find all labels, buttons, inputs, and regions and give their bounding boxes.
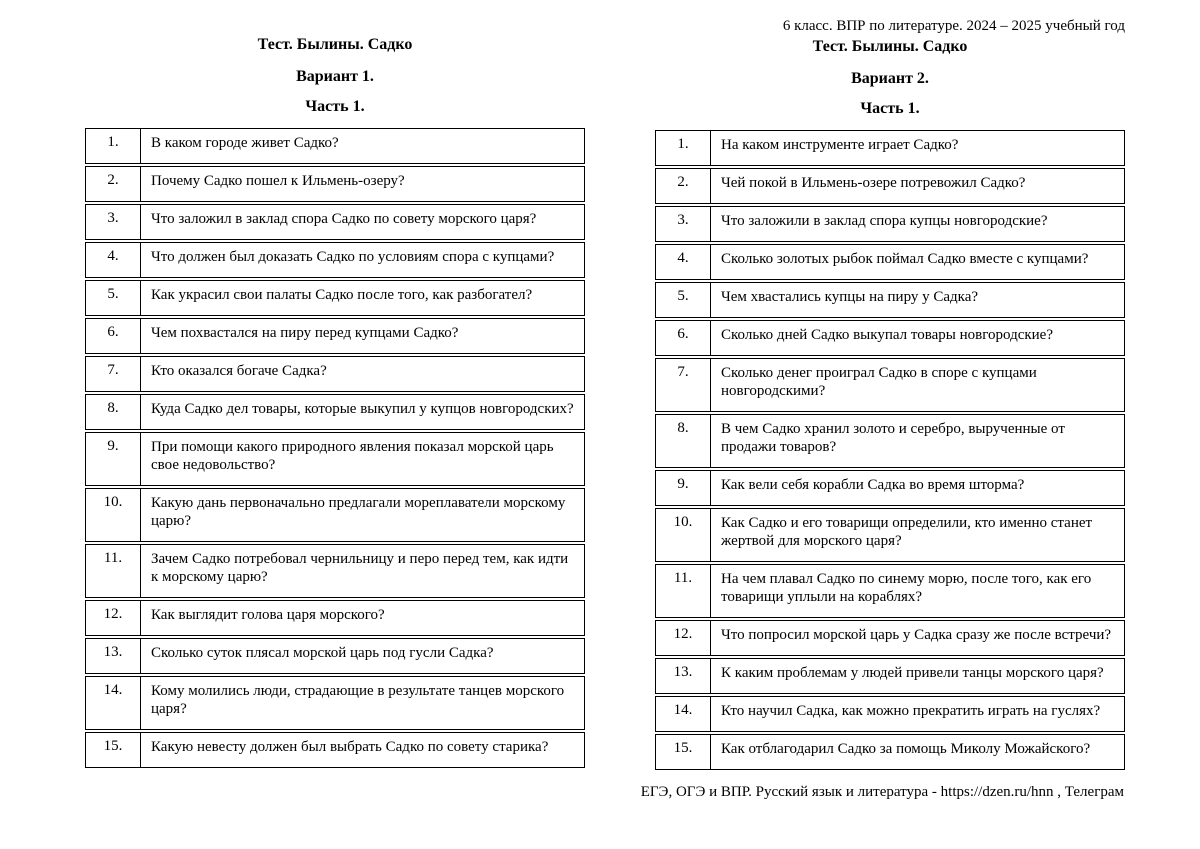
question-text: Сколько дней Садко выкупал товары новгородские?	[721, 327, 1053, 343]
question-text: При помощи какого природного явления показал морской царь свое недовольство?	[151, 439, 554, 473]
question-row	[655, 206, 1125, 242]
question-number: 2.	[86, 167, 141, 201]
question-number: 1.	[656, 131, 711, 165]
question-text: Сколько золотых рыбок поймал Садко вместе с купцами?	[721, 251, 1089, 267]
question-row	[655, 470, 1125, 506]
question-row	[655, 358, 1125, 412]
question-row	[85, 394, 585, 430]
question-text: Зачем Садко потребовал чернильницу и перо перед тем, как идти к морскому царю?	[151, 551, 569, 585]
question-row	[85, 432, 585, 486]
question-number: 10.	[86, 489, 141, 541]
question-text: Какую дань первоначально предлагали мореплаватели морскому царю?	[151, 495, 566, 529]
question-number: 10.	[656, 509, 711, 561]
question-row	[85, 600, 585, 636]
question-text: Как украсил свои палаты Садко после того, как разбогател?	[151, 287, 533, 303]
question-text: Как выглядит голова царя морского?	[151, 607, 385, 623]
question-text: Как Садко и его товарищи определили, кто именно станет жертвой для морского царя?	[721, 515, 1093, 549]
course-header: 6 класс. ВПР по литературе. 2024 – 2025 учебный год	[782, 18, 1125, 34]
question-text: К каким проблемам у людей привели танцы морского царя?	[721, 665, 1104, 681]
question-row	[655, 320, 1125, 356]
question-number: 8.	[656, 415, 711, 467]
question-number: 14.	[86, 677, 141, 729]
question-number: 4.	[86, 243, 141, 277]
question-row	[655, 620, 1125, 656]
question-row	[85, 204, 585, 240]
question-number: 9.	[656, 471, 711, 505]
question-row	[655, 244, 1125, 280]
question-number: 9.	[86, 433, 141, 485]
question-row	[655, 696, 1125, 732]
question-text: В чем Садко хранил золото и серебро, вырученные от продажи товаров?	[721, 421, 1065, 455]
question-number: 7.	[656, 359, 711, 411]
question-text: На чем плавал Садко по синему морю, после того, как его товарищи уплыли на кораблях?	[721, 571, 1092, 605]
question-number: 1.	[86, 129, 141, 163]
question-text: Сколько денег проиграл Садко в споре с купцами новгородскими?	[721, 365, 1037, 399]
question-number: 15.	[86, 733, 141, 767]
question-text: Что попросил морской царь у Садка сразу же после встречи?	[721, 627, 1112, 643]
question-row	[655, 564, 1125, 618]
question-number: 6.	[86, 319, 141, 353]
question-row	[655, 508, 1125, 562]
question-text: Чем похвастался на пиру перед купцами Садко?	[151, 325, 459, 341]
question-number: 13.	[656, 659, 711, 693]
variant2-title: Тест. Былины. Садко	[812, 38, 968, 55]
question-number: 3.	[86, 205, 141, 239]
question-row	[85, 488, 585, 542]
question-text: Кому молились люди, страдающие в результате танцев морского царя?	[151, 683, 565, 717]
question-row	[655, 734, 1125, 770]
question-number: 8.	[86, 395, 141, 429]
question-text: Что заложил в заклад спора Садко по совету морского царя?	[151, 211, 537, 227]
question-row	[85, 356, 585, 392]
question-number: 15.	[656, 735, 711, 769]
question-number: 7.	[86, 357, 141, 391]
variant2-part-label: Часть 1.	[860, 100, 920, 117]
question-text: Какую невесту должен был выбрать Садко по совету старика?	[151, 739, 549, 755]
question-row	[85, 732, 585, 768]
question-text: Почему Садко пошел к Ильмень-озеру?	[151, 173, 405, 189]
variant2-label: Вариант 2.	[851, 70, 929, 87]
question-row	[85, 318, 585, 354]
variant1-column	[85, 0, 585, 770]
question-number: 3.	[656, 207, 711, 241]
variant2-column	[655, 0, 1125, 772]
question-row	[655, 168, 1125, 204]
question-text: Чей покой в Ильмень-озере потревожил Садко?	[721, 175, 1026, 191]
question-text: Кто оказался богаче Садка?	[151, 363, 327, 379]
question-text: Чем хвастались купцы на пиру у Садка?	[721, 289, 979, 305]
question-number: 6.	[656, 321, 711, 355]
question-row	[85, 242, 585, 278]
question-row	[85, 676, 585, 730]
question-row	[655, 130, 1125, 166]
question-row	[85, 280, 585, 316]
question-row	[85, 638, 585, 674]
question-row	[655, 658, 1125, 694]
question-text: Куда Садко дел товары, которые выкупил у купцов новгородских?	[151, 401, 574, 417]
question-row	[85, 166, 585, 202]
question-text: Как вели себя корабли Садка во время шторма?	[721, 477, 1025, 493]
variant1-part-label: Часть 1.	[305, 98, 365, 115]
question-row	[85, 544, 585, 598]
question-text: Что заложили в заклад спора купцы новгородские?	[721, 213, 1048, 229]
variant1-title: Тест. Былины. Садко	[257, 36, 413, 53]
question-number: 5.	[86, 281, 141, 315]
question-number: 12.	[86, 601, 141, 635]
question-text: На каком инструменте играет Садко?	[721, 137, 959, 153]
question-number: 14.	[656, 697, 711, 731]
question-number: 11.	[656, 565, 711, 617]
question-number: 5.	[656, 283, 711, 317]
question-text: Кто научил Садка, как можно прекратить играть на гуслях?	[721, 703, 1101, 719]
variant1-question-table	[85, 128, 585, 768]
question-text: В каком городе живет Садко?	[151, 135, 339, 151]
question-text: Как отблагодарил Садко за помощь Миколу Можайского?	[721, 741, 1091, 757]
question-number: 11.	[86, 545, 141, 597]
question-number: 13.	[86, 639, 141, 673]
question-number: 4.	[656, 245, 711, 279]
question-text: Сколько суток плясал морской царь под гусли Садка?	[151, 645, 494, 661]
question-row	[85, 128, 585, 164]
question-row	[655, 414, 1125, 468]
question-number: 2.	[656, 169, 711, 203]
question-row	[655, 282, 1125, 318]
variant2-question-table	[655, 130, 1125, 770]
variant1-label: Вариант 1.	[296, 68, 374, 85]
question-number: 12.	[656, 621, 711, 655]
question-text: Что должен был доказать Садко по условиям спора с купцами?	[151, 249, 555, 265]
footer-credit: ЕГЭ, ОГЭ и ВПР. Русский язык и литература - https://dzen.ru/hnn , Телеграм	[640, 784, 1124, 800]
